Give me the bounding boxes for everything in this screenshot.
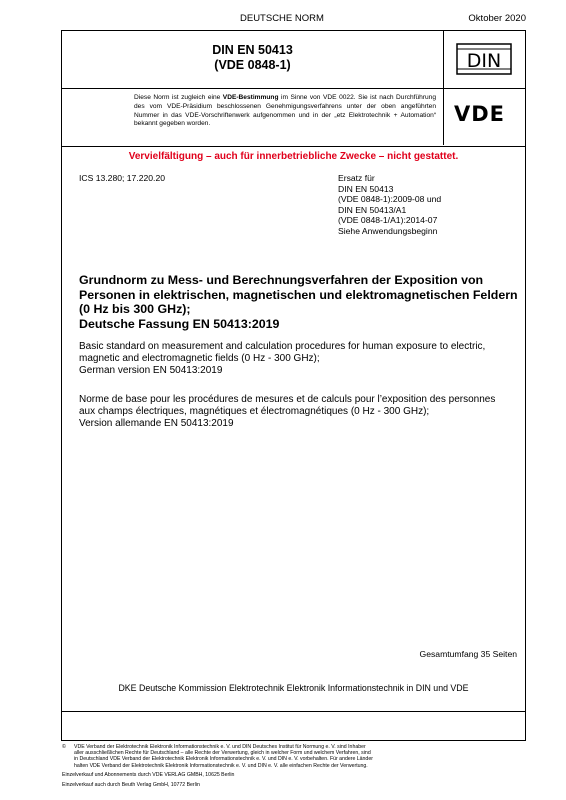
copyright-line: in Deutschland VDE Verband der Elektrotechnik Elektronik Informationstechnik e. V. und DIN e. V. vorbehalten. Für andere Länder	[74, 756, 373, 763]
header-date: Oktober 2020	[468, 13, 526, 24]
sales-info-vde: Einzelverkauf und Abonnements durch VDE VERLAG GMBH, 10625 Berlin	[62, 772, 235, 778]
title-row	[62, 31, 525, 89]
title-german-line: Deutsche Fassung EN 50413:2019	[79, 316, 280, 331]
replacement-line: (VDE 0848-1):2009-08 und	[338, 194, 442, 204]
replacement-info	[338, 173, 441, 236]
copyright-line: aller ausschließlichen Rechte für Deutschland – alle Rechte der Verwertung, gleich in welcher Form und welchem Verfahren, sind	[74, 750, 371, 757]
footer-divider	[62, 711, 525, 712]
din-logo	[456, 43, 512, 75]
title-english-line: German version EN 50413:2019	[79, 365, 223, 376]
document-frame	[61, 30, 526, 741]
page-count: Gesamtumfang 35 Seiten	[419, 649, 517, 659]
header-label: DEUTSCHE NORM	[240, 13, 324, 24]
ics-codes: ICS 13.280; 17.220.20	[79, 173, 166, 183]
title-english	[79, 341, 519, 377]
copyright-symbol: ©	[62, 744, 66, 750]
title-french-line: Norme de base pour les procédures de mesures et de calculs pour l’exposition des personnes	[79, 394, 496, 405]
copy-warning: Vervielfältigung – auch für innerbetriebliche Zwecke – nicht gestattet.	[128, 151, 459, 162]
copyright-line: halten VDE Verband der Elektrotechnik Elektronik Informationstechnik e. V. und DIN e. V. alle einfachen Rechte der Verwertung.	[74, 762, 368, 769]
vde-number: (VDE 0848-1)	[214, 58, 291, 72]
copyright-line: VDE Verband der Elektrotechnik Elektronik Informationstechnik e. V. und DIN Deutsches Institut für Normung e. V. sind Inhaber	[74, 744, 366, 750]
vde-note-text-a: Diese Norm ist zugleich eine	[134, 94, 223, 101]
replacement-line: Siehe Anwendungsbeginn	[338, 225, 438, 236]
title-french-line: Version allemande EN 50413:2019	[79, 418, 234, 429]
vde-note-bold: VDE-Bestimmung	[222, 94, 279, 101]
dke-line: DKE Deutsche Kommission Elektrotechnik Elektronik Informationstechnik in DIN und VDE	[118, 683, 469, 693]
title-english-line: magnetic and electromagnetic fields (0 Hz - 300 GHz);	[79, 353, 320, 364]
title-french	[79, 394, 519, 430]
document-number: DIN EN 50413	[212, 43, 293, 57]
replacement-line: (VDE 0848-1/A1):2014-07	[338, 215, 438, 225]
title-german	[79, 273, 519, 331]
title-german-line: Personen in elektrischen, magnetischen und elektromagnetischen Feldern	[79, 287, 518, 302]
replacement-line: Ersatz für	[338, 173, 375, 183]
sales-info-beuth: Einzelverkauf auch durch Beuth Verlag GmbH, 10772 Berlin	[62, 782, 200, 788]
vde-logo: VDE	[454, 102, 506, 126]
vertical-divider	[443, 31, 444, 145]
title-german-line: Grundnorm zu Mess- und Berechnungsverfahren der Exposition von	[79, 273, 484, 287]
vde-note	[134, 94, 436, 129]
din-logo-text: DIN	[466, 50, 502, 72]
vde-note-text-b: im Sinne von VDE 0022. Sie ist nach Durchführung des vom VDE-Präsidium beschlossenen Genehmigungsverfahrens unter der oben angeführten Nummer in das VDE-Vorschriftenwerk aufgenommen und in der „etz Elektrotechnik + Automation“ bekannt gegeben worden.	[134, 94, 436, 128]
vde-row	[62, 88, 525, 147]
replacement-line: DIN EN 50413	[338, 183, 394, 194]
title-french-line: aux champs électriques, magnétiques et électromagnétiques (0 Hz - 300 GHz);	[79, 406, 430, 417]
title-german-line: (0 Hz bis 300 GHz);	[79, 302, 191, 317]
replacement-line: DIN EN 50413/A1	[338, 204, 407, 215]
copyright-notice	[74, 744, 526, 769]
title-english-line: Basic standard on measurement and calculation procedures for human exposure to electric,	[79, 341, 486, 352]
